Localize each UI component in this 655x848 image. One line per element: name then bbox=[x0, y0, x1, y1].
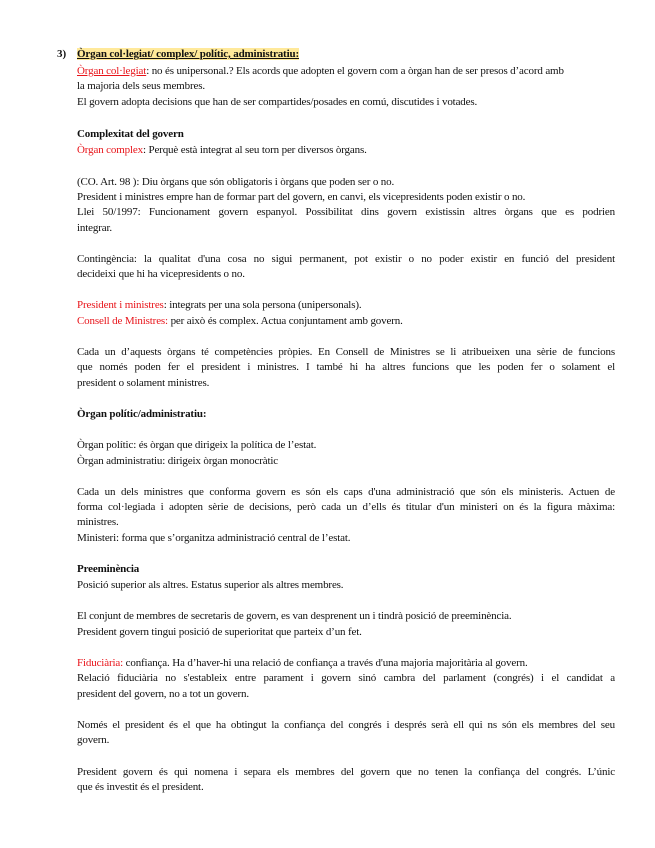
heading-preeminencia: Preeminència bbox=[77, 563, 140, 575]
ministres-line-1: Cada un dels ministres que conforma govern es són els caps d'una administració que són els ministeris. Actuen de bbox=[77, 486, 615, 498]
contingencia-line-1: Contingència: la qualitat d'una cosa no sigui permanent, pot existir o no poder existir en funció del president bbox=[77, 253, 615, 265]
term-organ-complex: Òrgan complex bbox=[77, 144, 143, 156]
nomena-line-1: President govern és qui nomena i separa els membres del govern que no tenen la confiança del congrés. L’únic bbox=[77, 766, 615, 778]
fiduciaria-line-1-rest: confiança. Ha d’haver-hi una relació de confiança a través d'una majoria majoritària al govern. bbox=[123, 657, 528, 669]
term-fiduciaria: Fiduciària: bbox=[77, 657, 124, 669]
competencies-line-3: president o solament ministres. bbox=[77, 377, 210, 389]
co-art-line-1: (CO. Art. 98 ): Diu òrgans que són obligatoris i òrgans que poden ser o no. bbox=[77, 176, 395, 188]
fiduciaria-line-2: Relació fiduciària no s'estableix entre parament i govern sinó cambra del parlament (congrés) i el candidat a bbox=[77, 672, 615, 684]
ministres-line-3: ministres. bbox=[77, 516, 119, 528]
preeminencia-line-2: El conjunt de membres de secretaris de govern, es van desprenent un i tindrà posició de preeminència. bbox=[77, 610, 512, 622]
ministres-line-2: forma col·legiada i adopten sèrie de decisions, però cada un d’ells és titular d'un ministeri on és la figura màxima: bbox=[77, 501, 615, 513]
president-ministres-line bbox=[77, 298, 615, 313]
section-title-text: Òrgan col·legiat/ complex/ polític, administratiu: bbox=[77, 48, 299, 60]
term-organ-collegiat: Òrgan col·legiat bbox=[77, 65, 147, 77]
nomes-president-line-1: Només el president és el que ha obtingut la confiança del congrés i després serà ell qui ns són els membres del seu bbox=[77, 719, 615, 731]
competencies-line-2: que només poden fer el president i ministres. I també hi ha altres funcions que les poden fer o solament el bbox=[77, 361, 615, 373]
competencies-line-1: Cada un d’aquests òrgans té competències pròpies. En Consell de Ministres se li atribueixen una sèrie de funcions bbox=[77, 346, 615, 358]
p1-line-3: El govern adopta decisions que han de ser compartides/posades en comú, discutides i votades. bbox=[77, 96, 478, 108]
complexitat-rest: : Perquè està integrat al seu torn per diversos òrgans. bbox=[142, 144, 367, 156]
nomes-president-line-2: govern. bbox=[77, 734, 110, 746]
nomena-line-2: que és investit és el president. bbox=[77, 781, 204, 793]
consell-ministres-rest: per això és complex. Actua conjuntament amb govern. bbox=[167, 315, 403, 327]
co-art-line-2: President i ministres empre han de formar part del govern, en canvi, els vicepresidents poden existir o no. bbox=[77, 191, 526, 203]
administratiu-line: Òrgan administratiu: dirigeix òrgan monocràtic bbox=[77, 455, 279, 467]
preeminencia-line-1: Posició superior als altres. Estatus superior als altres membres. bbox=[77, 579, 344, 591]
term-president-ministres: President i ministres bbox=[77, 299, 164, 311]
complexitat-line bbox=[77, 143, 615, 158]
politic-line: Òrgan polític: és òrgan que dirigeix la política de l’estat. bbox=[77, 439, 317, 451]
p1-line-2: la majoria dels seus membres. bbox=[77, 80, 205, 92]
co-art-line-4: integrar. bbox=[77, 222, 112, 234]
contingencia-line-2: decideixi que hi ha vicepresidents o no. bbox=[77, 268, 245, 280]
consell-ministres-line bbox=[77, 314, 615, 329]
fiduciaria-line-3: president del govern, no a tot un govern. bbox=[77, 688, 249, 700]
ministres-line-4: Ministeri: forma que s’organitza administració central de l’estat. bbox=[77, 532, 351, 544]
term-consell-ministres: Consell de Ministres: bbox=[77, 315, 168, 327]
p1-line-1 bbox=[77, 64, 615, 79]
section-number: 3) bbox=[57, 48, 67, 60]
heading-complexitat: Complexitat del govern bbox=[77, 128, 184, 140]
president-ministres-rest: : integrats per una sola persona (unipersonals). bbox=[163, 299, 362, 311]
p1-line-1-rest: : no és unipersonal.? Els acords que adopten el govern com a òrgan han de ser presos d’acord amb bbox=[146, 65, 564, 77]
fiduciaria-line-1 bbox=[77, 656, 615, 671]
co-art-line-3: Llei 50/1997: Funcionament govern espanyol. Possibilitat dins govern existissin altres òrgans que es podrien bbox=[77, 206, 615, 218]
section-title bbox=[77, 47, 615, 62]
preeminencia-line-3: President govern tingui posició de superioritat que parteix d’un fet. bbox=[77, 626, 362, 638]
heading-politic-administratiu: Òrgan polític/administratiu: bbox=[77, 408, 207, 420]
